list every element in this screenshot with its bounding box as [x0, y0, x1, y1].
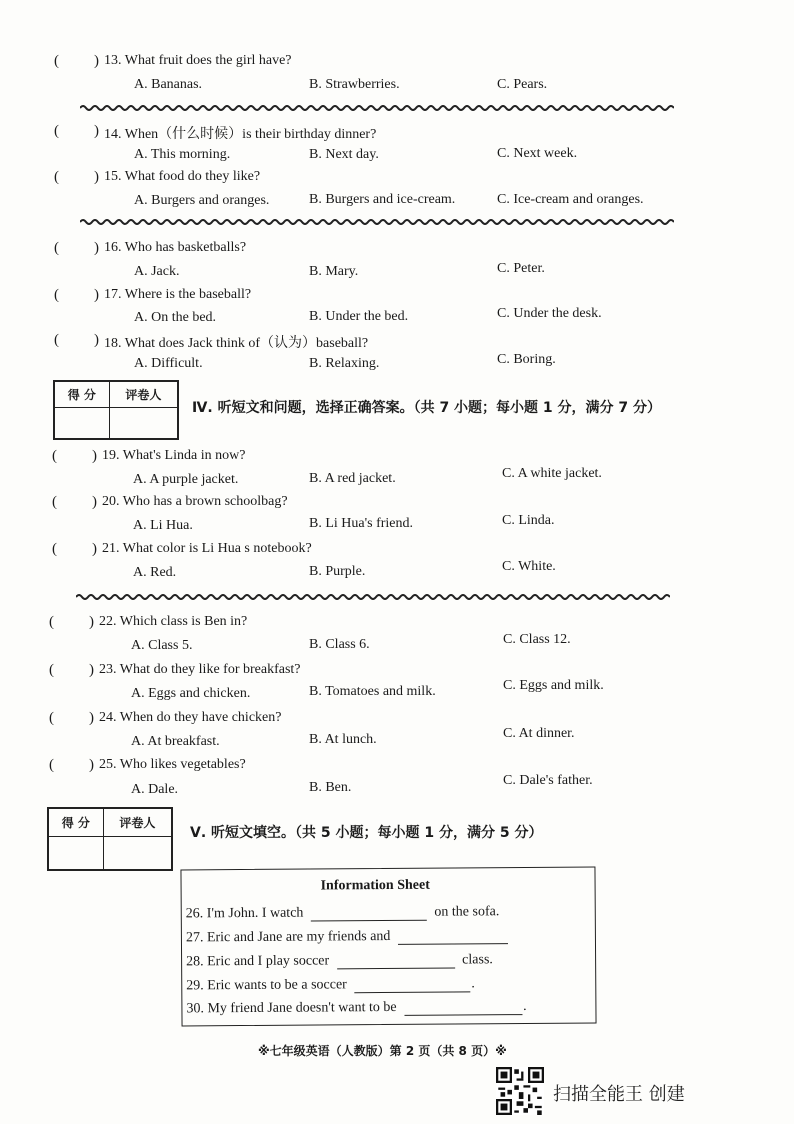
option-b: B. Strawberries. — [309, 77, 400, 92]
line-26: 26. I'm John. I watch on the sofa. — [185, 904, 500, 922]
line-28: 28. Eric and I play soccer class. — [186, 952, 493, 970]
option-a: A. Dale. — [131, 782, 179, 797]
option-c: C. Next week. — [497, 146, 578, 161]
option-c: C. Dale's father. — [503, 773, 593, 788]
option-c: C. Ice-cream and oranges. — [497, 192, 644, 207]
option-c: C. At dinner. — [503, 726, 575, 741]
answer-bracket[interactable]: ( — [54, 53, 59, 69]
blank-28[interactable] — [337, 954, 455, 970]
option-a: A. On the bed. — [134, 310, 217, 325]
wavy-divider — [80, 217, 674, 227]
option-a: A. Eggs and chicken. — [131, 686, 251, 701]
option-c: C. Peter. — [497, 261, 545, 276]
option-b: B. At lunch. — [309, 732, 377, 747]
section-4-title: Ⅳ. 听短文和问题，选择正确答案。（共 7 小题；每小题 1 分，满分 7 分） — [192, 400, 662, 416]
answer-bracket[interactable]: ( — [52, 448, 57, 464]
score-cell[interactable] — [49, 837, 104, 870]
page-footer: ※七年级英语（人教版）第 2 页（共 8 页）※ — [258, 1044, 507, 1058]
option-c: C. Eggs and milk. — [503, 678, 604, 693]
option-a: A. A purple jacket. — [133, 472, 239, 487]
option-c: C. A white jacket. — [502, 466, 602, 481]
answer-bracket: ) — [94, 53, 99, 69]
answer-bracket[interactable]: ( — [49, 662, 54, 678]
score-label: 得 分 — [55, 382, 110, 408]
answer-bracket[interactable]: ( — [54, 123, 59, 139]
option-c: C. Boring. — [497, 352, 556, 367]
option-a: A. Jack. — [134, 264, 180, 279]
option-b: B. Burgers and ice-cream. — [309, 192, 456, 207]
option-b: B. Relaxing. — [309, 356, 380, 371]
option-c: C. Pears. — [497, 77, 548, 92]
answer-bracket[interactable]: ( — [49, 614, 54, 630]
line-29: 29. Eric wants to be a soccer . — [186, 976, 475, 994]
option-a: A. Red. — [133, 565, 177, 580]
option-b: B. Purple. — [309, 564, 366, 579]
option-c: C. Linda. — [502, 513, 555, 528]
sheet-title: Information Sheet — [320, 877, 430, 894]
grader-cell[interactable] — [109, 408, 177, 439]
grader-cell[interactable] — [103, 837, 171, 870]
option-b: B. Mary. — [309, 264, 359, 279]
blank-29[interactable] — [354, 977, 470, 993]
score-box — [47, 807, 173, 871]
answer-bracket[interactable]: ( — [54, 332, 59, 348]
scanner-watermark: 扫描全能王 创建 — [553, 1084, 685, 1105]
wavy-divider — [80, 103, 674, 113]
option-a: A. Difficult. — [134, 356, 203, 371]
answer-bracket[interactable]: ( — [54, 240, 59, 256]
blank-30[interactable] — [404, 1000, 522, 1016]
answer-bracket[interactable]: ( — [54, 169, 59, 185]
option-b: B. Tomatoes and milk. — [309, 684, 436, 699]
section-5-title: Ⅴ. 听短文填空。（共 5 小题；每小题 1 分，满分 5 分） — [190, 825, 543, 841]
grader-label: 评卷人 — [109, 382, 177, 408]
score-label: 得 分 — [49, 809, 104, 837]
option-b: B. Next day. — [309, 147, 379, 162]
score-cell[interactable] — [55, 408, 110, 439]
blank-27[interactable] — [398, 929, 508, 945]
option-b: B. Ben. — [309, 780, 352, 795]
option-c: C. White. — [502, 559, 556, 574]
line-27: 27. Eric and Jane are my friends and — [186, 928, 512, 946]
wavy-divider — [76, 592, 670, 602]
information-sheet — [180, 867, 596, 1027]
answer-bracket[interactable]: ( — [52, 494, 57, 510]
option-b: B. Class 6. — [309, 637, 370, 652]
grader-label: 评卷人 — [103, 809, 171, 837]
option-a: A. Class 5. — [131, 638, 193, 653]
option-c: C. Under the desk. — [497, 306, 602, 321]
option-a: A. Burgers and oranges. — [134, 193, 270, 208]
score-box — [53, 380, 179, 440]
answer-bracket[interactable]: ( — [54, 287, 59, 303]
line-30: 30. My friend Jane doesn't want to be . — [186, 999, 527, 1017]
option-b: B. Under the bed. — [309, 309, 409, 324]
option-a: A. Bananas. — [134, 77, 203, 92]
qr-code-icon — [496, 1067, 544, 1115]
option-a: A. Li Hua. — [133, 518, 193, 533]
answer-bracket[interactable]: ( — [49, 757, 54, 773]
option-a: A. This morning. — [134, 147, 231, 162]
option-c: C. Class 12. — [503, 632, 571, 647]
blank-26[interactable] — [311, 906, 427, 922]
option-b: B. A red jacket. — [309, 471, 396, 486]
answer-bracket[interactable]: ( — [52, 541, 57, 557]
option-a: A. At breakfast. — [131, 734, 220, 749]
answer-bracket[interactable]: ( — [49, 710, 54, 726]
option-b: B. Li Hua's friend. — [309, 516, 414, 531]
